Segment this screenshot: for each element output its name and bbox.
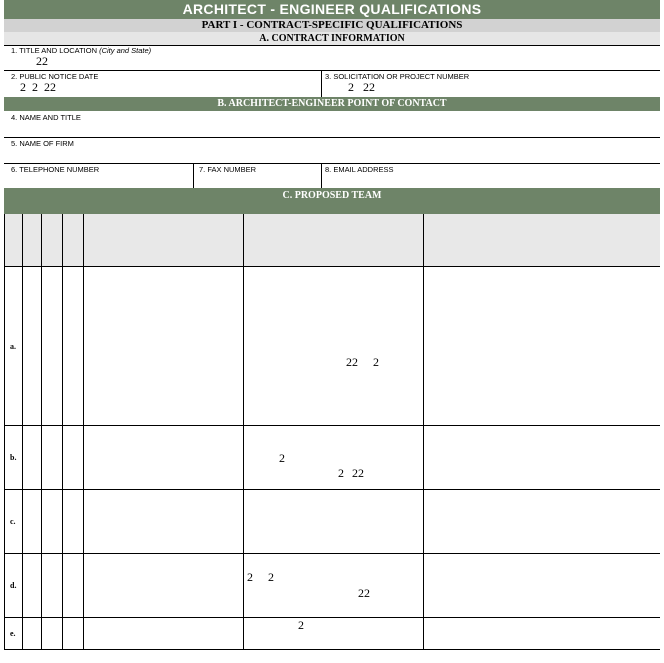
row-d-mark: 22 [358,586,370,600]
row-label-d: d. [10,581,17,590]
row-label-c: c. [10,517,16,526]
field-1-value[interactable]: 22 [36,54,48,68]
field-8-label: 8. EMAIL ADDRESS [325,165,394,174]
row-b-mark: 2 [279,451,285,465]
field-4-label: 4. NAME AND TITLE [11,113,81,122]
field-1-label: 1. TITLE AND LOCATION (City and State) [11,46,152,55]
section-a-heading: A. CONTRACT INFORMATION [4,32,660,45]
field-2-value[interactable]: 2 2 22 [20,80,56,94]
row-e-mark: 2 [298,618,304,632]
row-label-a: a. [10,342,16,351]
row-a-mark: 22 [346,355,358,369]
section-b-heading: B. ARCHITECT-ENGINEER POINT OF CONTACT [4,97,660,111]
field-2-label: 2. PUBLIC NOTICE DATE [11,72,99,81]
field-3-value[interactable]: 2 22 [348,80,375,94]
row-d-mark: 2 [247,570,253,584]
team-table-header [4,214,660,266]
form-title: ARCHITECT - ENGINEER QUALIFICATIONS [4,0,660,19]
field-3-label: 3. SOLICITATION OR PROJECT NUMBER [325,72,470,81]
row-label-b: b. [10,453,17,462]
row-a-mark: 2 [373,355,379,369]
part-heading: PART I - CONTRACT-SPECIFIC QUALIFICATIONS [4,19,660,32]
section-c-heading: C. PROPOSED TEAM [4,188,660,214]
row-d-mark: 2 [268,570,274,584]
field-7-label: 7. FAX NUMBER [199,165,257,174]
field-6-label: 6. TELEPHONE NUMBER [11,165,100,174]
field-5-label: 5. NAME OF FIRM [11,139,74,148]
row-label-e: e. [10,629,16,638]
row-b-mark: 22 [352,466,364,480]
row-b-mark: 2 [338,466,344,480]
